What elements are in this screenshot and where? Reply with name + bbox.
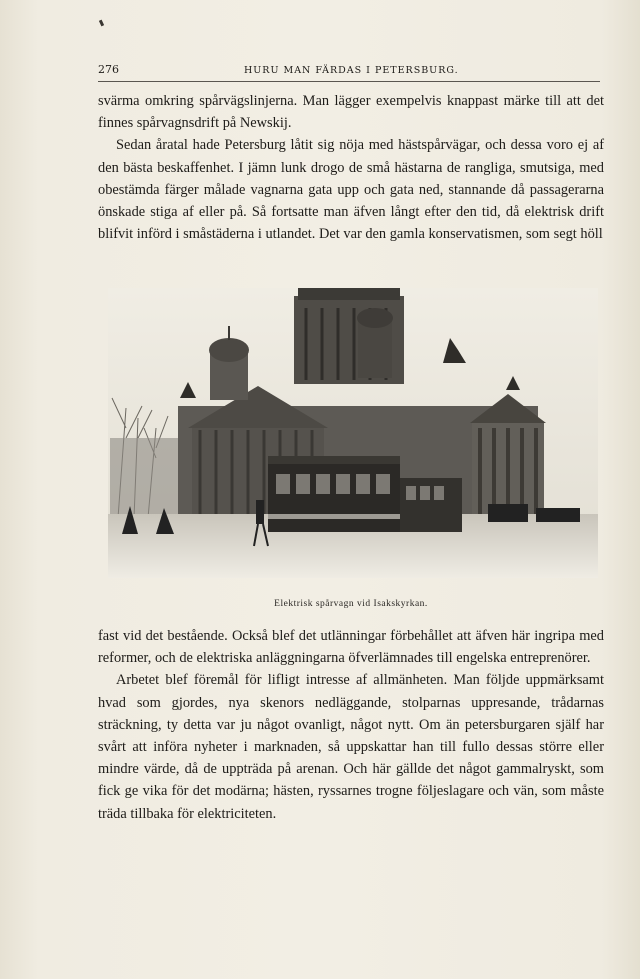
page-header <box>98 61 600 82</box>
paragraph: Arbetet blef föremål för lifligt intresse af allmänheten. Man följde uppmärksamt hvad som gjordes, nya skenors nedläggande, stolparnas uppresande, trådarnas sträckning, ty detta var ju något ovanligt, något nytt. Om än petersburgaren själf har svårt att införa nyheter i marknaden, så uppskattar han till fullo dessas större eller mindre värde, då de uppträda på arenan. Och här gällde det något gammalryskt, som fick ge vika för det modärna; hästen, ryssarnes trogne följeslagare och vän, som måste träda tillbaka för elektriciteten. <box>98 672 604 822</box>
paragraph: fast vid det bestående. Också blef det utlänningar förbehållet att äfven här ingripa med reformer, och de elektriska anläggningarna öfverlämnades till engelska entreprenörer. <box>98 628 604 667</box>
page-number: 276 <box>98 63 119 76</box>
photo-isakskyrkan-tram <box>108 288 598 578</box>
body-text-bottom <box>98 625 604 825</box>
paragraph: Sedan åratal hade Petersburg låtit sig nöja med hästspårvägar, och dessa voro ej af den bästa beskaffenhet. I jämn lunk drogo de små hästarna de rangliga, smutsiga, med obestämda färger målade vagnarna gata upp och gata ned, stannande då passagerarna önskade stiga af eller på. Så fortsatte man äfven långt efter den tid, då elektrisk drift blifvit införd i småstäderna i utlandet. Det var den gamla konservatismen, som segt höll <box>98 137 604 243</box>
figure-caption: Elektrisk spårvagn vid Isakskyrkan. <box>274 599 428 609</box>
paragraph: svärma omkring spårvägslinjerna. Man lägger exempelvis knappast märke till att det finnes spårvagnsdrift på Newskij. <box>98 93 604 132</box>
running-title: HURU MAN FÄRDAS I PETERSBURG. <box>244 65 459 76</box>
body-text-top <box>98 90 604 245</box>
ink-mark <box>99 20 104 27</box>
